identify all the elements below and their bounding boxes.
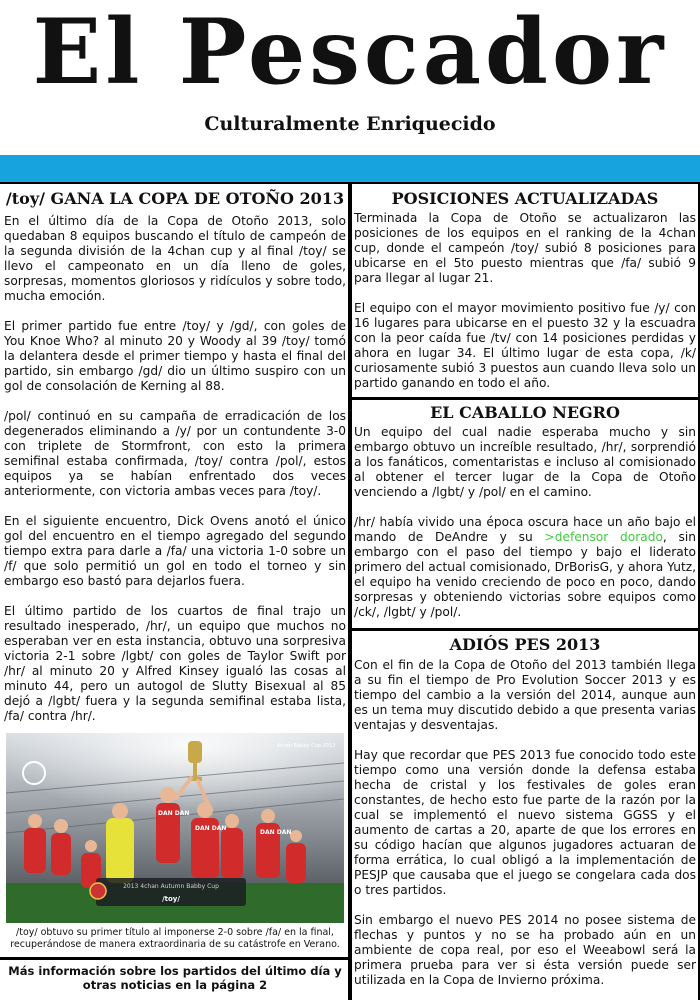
shirt-sponsor-text: DAN DAN bbox=[158, 810, 190, 817]
shirt-sponsor-text: DAN DAN bbox=[260, 829, 292, 836]
header-band bbox=[0, 155, 700, 182]
article-headline-posiciones: POSICIONES ACTUALIZADAS bbox=[391, 189, 659, 208]
article-headline-toy: /toy/ GANA LA COPA DE OTOÑO 2013 bbox=[5, 189, 345, 208]
paragraph: Con el fin de la Copa de Otoño del 2013 también llega a su fin el tiempo de Pro Evolution Soccer 2013 y es tiempo del cambio a la versión del 2014, aunque aun es un tema muy discutido debido a que presenta varias ventajas y desventajas. bbox=[354, 658, 696, 732]
article-body-pes bbox=[354, 658, 696, 988]
paragraph bbox=[354, 515, 696, 620]
photo-watermark: 4chan Babby Cup 2013 bbox=[276, 743, 336, 749]
rule-after-caballo bbox=[350, 628, 700, 631]
article-body-caballo bbox=[354, 425, 696, 620]
paragraph: Hay que recordar que PES 2013 fue conocido todo este tiempo como una versión donde la defensa estaba hecha de cristal y los festivales de goles eran constantes, de hecho esto fue parte de la razón por la cual se implementó el nuevo sistema GGSS y el aumento de cartas a 20, aparte de que los errores en su código hacían que algunos jugadores actuaran de forma errática, lo cual obligó a la implementación de PESJP que causaba que el juego se congelara cada dos o tres partidos. bbox=[354, 748, 696, 897]
article-headline-caballo: EL CABALLO NEGRO bbox=[430, 403, 620, 422]
greentext-highlight: >defensor dorado bbox=[544, 530, 663, 544]
paragraph: El equipo con el mayor movimiento positivo fue /y/ con 16 lugares para ubicarse en el puesto 32 y la escuadra con la peor caída fue /tv/ con 14 posiciones perdidas y ahora en lugar 34. El último lugar de esta copa, /k/ curiosamente subió 3 puestos aun cuando lleva solo un partido ganando en todo el año. bbox=[354, 301, 696, 390]
rule-after-posiciones bbox=[350, 397, 700, 400]
paragraph: /pol/ continuó en su campaña de erradicación de los degenerados eliminando a /y/ por un contundente 3-0 con triplete de Stormfront, con esto la primera semifinal estaba confirmada, /toy/ contra /pol/, estos equipos ya se habían enfrentado dos veces anteriormente, con victoria ambas veces para /toy/. bbox=[4, 409, 346, 498]
right-column-top-rule bbox=[350, 182, 700, 184]
winner-label-text: /toy/ bbox=[162, 895, 180, 903]
paragraph-text: /hr/ había vivido una época oscura hace un año bajo el mando de DeAndre y su bbox=[354, 515, 696, 544]
trophy-celebration-photo bbox=[6, 733, 344, 923]
left-column-top-rule bbox=[0, 182, 350, 184]
paragraph: El primer partido fue entre /toy/ y /gd/, con goles de You Knoe Who? al minuto 20 y Woody al 39 /toy/ tomó la delantera desde el primer tiempo y hasta el final del partido, sin embargo /gd/ dio un último suspiro con un gol de consolación de Kerning al 88. bbox=[4, 319, 346, 393]
masthead bbox=[0, 0, 700, 155]
newspaper-title: El Pescador bbox=[32, 0, 668, 105]
paragraph: Sin embargo el nuevo PES 2014 no posee sistema de flechas y puntos y no se ha probado aún en un ambiente de copa real, por eso el Weeabowl será la primera prueba para ver si ésta versión puede ser utilizada en la Copa de Invierno próxima. bbox=[354, 913, 696, 987]
article-body-posiciones bbox=[354, 211, 696, 391]
column-divider bbox=[348, 182, 352, 1000]
paragraph-text: , sin embargo con el paso del tiempo y bajo el liderato primero del actual comisionado, DrBorisG, y ahora Yutz, el equipo ha venido creciendo de poco en poco, dando sorpresas y obteniendo victorias sobre equipos como /ck/, /lgbt/ y /pol/. bbox=[354, 530, 696, 619]
photo-caption: /toy/ obtuvo su primer título al imponerse 2-0 sobre /fa/ en la final, recuperándose de manera extraordinaria de su catástrofe en Verano. bbox=[10, 927, 340, 950]
more-info-note: Más información sobre los partidos del último día y otras noticias en la página 2 bbox=[8, 964, 342, 992]
paragraph: El último partido de los cuartos de final trajo un resultado inesperado, /hr/, un equipo que muchos no esperaban ver en esta instancia, obtuvo una sorpresiva victoria 2-1 sobre /lgbt/ con goles de Taylor Swift por /hr/ al minuto 20 y Alfred Kinsey igualó las cosas al minuto 44, pero un autogol de Slutty Bisexual al 85 dejó a /lgbt/ fuera y la segunda semifinal estaba lista, /fa/ contra /hr/. bbox=[4, 604, 346, 723]
paragraph: Un equipo del cual nadie esperaba mucho y sin embargo obtuvo un increíble resultado, /hr/, sorprendió a los fanáticos, comentaristas e incluso al comisionado al obtener el tercer lugar de la Copa de Otoño venciendo a /lgbt/ y /pol/ en el camino. bbox=[354, 425, 696, 499]
article-headline-pes: ADIÓS PES 2013 bbox=[449, 635, 601, 654]
paragraph: Terminada la Copa de Otoño se actualizaron las posiciones de los equipos en el ranking de la 4chan cup, donde el campeón /toy/ subió 8 posiciones para ubicarse en el 5to puesto mientras que /fa/ subió 9 para llegar al lugar 21. bbox=[354, 211, 696, 285]
cup-banner-text: 2013 4chan Autumn Babby Cup bbox=[123, 883, 219, 890]
rule-before-more bbox=[0, 957, 350, 960]
paragraph: En el último día de la Copa de Otoño 2013, solo quedaban 8 equipos buscando el título de campeón de la segunda división de la 4chan cup y al final /toy/ se llevo el campeonato en un día lleno de goles, sorpresas, momentos gloriosos y ridículos y sobre todo, mucha emoción. bbox=[4, 214, 346, 303]
photo-illustration bbox=[6, 733, 344, 923]
shirt-sponsor-text: DAN DAN bbox=[195, 825, 227, 832]
paragraph: En el siguiente encuentro, Dick Ovens anotó el único gol del encuentro en el tiempo agregado del segundo tiempo extra para darle a /fa/ una victoria 1-0 sobre un /f/ que solo permitió un gol en todo el torneo y sin embargo eso bastó para dejarlos fuera. bbox=[4, 514, 346, 588]
newspaper-subtitle: Culturalmente Enriquecido bbox=[204, 113, 496, 135]
article-body-toy bbox=[4, 214, 346, 724]
